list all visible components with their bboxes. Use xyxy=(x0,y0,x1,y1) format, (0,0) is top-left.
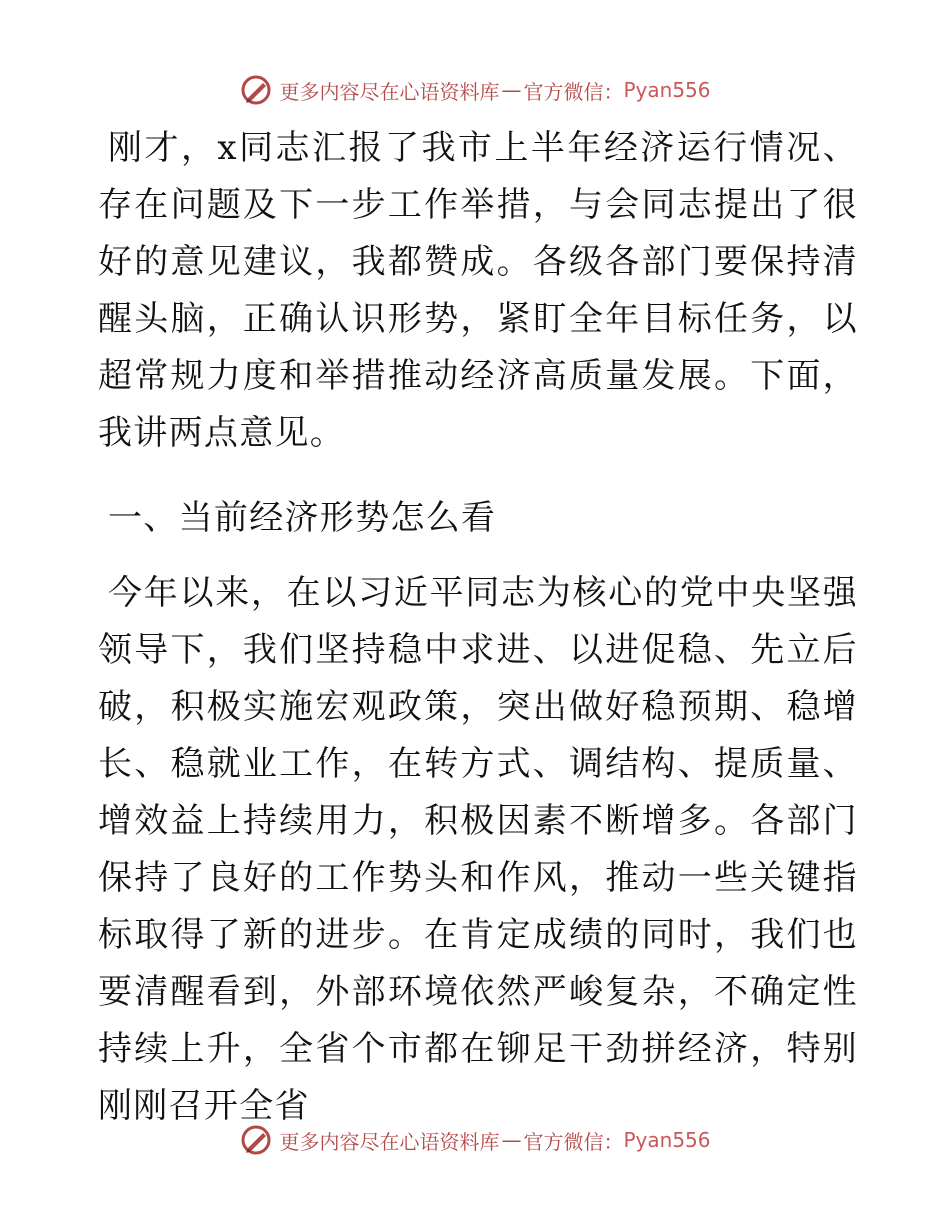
pen-logo-icon xyxy=(239,1123,273,1157)
footer-banner xyxy=(0,1120,950,1160)
paragraph-economy: 今年以来，在以习近平同志为核心的党中央坚强领导下，我们坚持稳中求进、以进促稳、先立后破，积极实施宏观政策，突出做好稳预期、稳增长、稳就业工作，在转方式、调结构、提质量、增效益上持续用力，积极因素不断增多。各部门保持了良好的工作势头和作风，推动一些关键指标取得了新的进步。在肯定成绩的同时，我们也要清醒看到，外部环境依然严峻复杂，不确定性持续上升，全省个市都在铆足干劲拼经济，特别刚刚召开全省 xyxy=(98,573,858,1126)
pen-logo-icon xyxy=(239,73,273,107)
wechat-label: 官方微信： xyxy=(523,1129,624,1154)
section-heading: 一、当前经济形势怎么看 xyxy=(108,498,497,538)
header-banner xyxy=(0,70,950,110)
wechat-id: Pyan556 xyxy=(623,1128,711,1152)
document-body xyxy=(98,120,858,1135)
banner-text: 更多内容尽在心语资料库 xyxy=(279,1129,500,1154)
banner-separator: — xyxy=(501,1128,522,1152)
wechat-label: 官方微信： xyxy=(523,79,624,104)
paragraph-intro: 刚才，x同志汇报了我市上半年经济运行情况、存在问题及下一步工作举措，与会同志提出了很好的意见建议，我都赞成。各级各部门要保持清醒头脑，正确认识形势，紧盯全年目标任务，以超常规力度和举措推动经济高质量发展。下面，我讲两点意见。 xyxy=(98,128,858,453)
wechat-id: Pyan556 xyxy=(623,78,711,102)
banner-text: 更多内容尽在心语资料库 xyxy=(279,79,500,104)
banner-separator: — xyxy=(501,78,522,102)
